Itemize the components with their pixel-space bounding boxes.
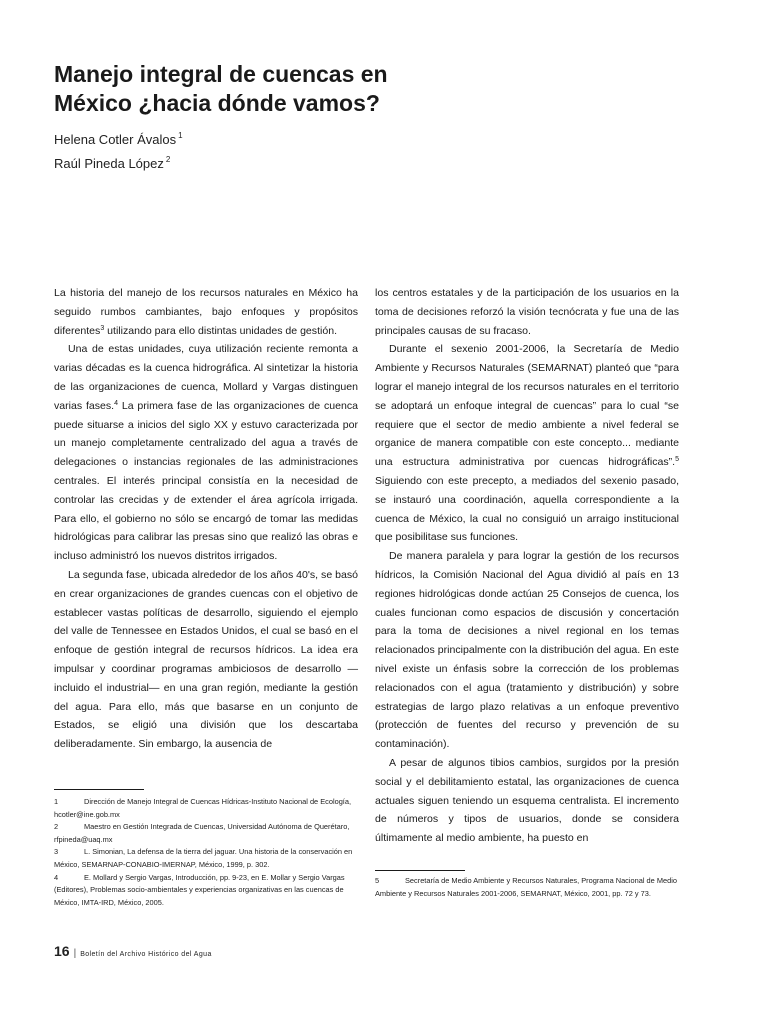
footnote xyxy=(54,796,358,821)
footnote-text: Maestro en Gestión Integrada de Cuencas, Universidad Autónoma de Querétaro, rfpineda@uaq.mx xyxy=(54,822,350,844)
footnote-text: L. Simonian, La defensa de la tierra del jaguar. Una historia de la conservación en México, SEMARNAP-CONABIO-IMERNAP, México, 1999, p. 302. xyxy=(54,847,353,869)
title-line-2: México ¿hacia dónde vamos? xyxy=(54,90,380,116)
footnote-ref: 3 xyxy=(100,324,105,332)
paragraph xyxy=(375,340,679,547)
footnotes-left xyxy=(54,796,358,909)
paragraph xyxy=(54,284,358,340)
page-footer xyxy=(54,943,212,963)
author-note: 2 xyxy=(165,155,171,164)
author-1 xyxy=(54,128,183,148)
footnote xyxy=(54,872,358,910)
footnote xyxy=(375,875,679,900)
paragraph: A pesar de algunos tibios cambios, surgidos por la presión social y el debilitamiento estatal, las organizaciones de cuenca actuales siguen teniendo un esquema centralista. El incremento de números y tipos de usuarios, donde se considera últimamente al medio ambiente, ha puesto en xyxy=(375,756,679,845)
paragraph-text: Una de estas unidades, cuya utilización reciente remonta a varias décadas es la cuenca hidrográfica. Al sintetizar la historia de las organizaciones de cuenca, Mollard y Vargas distinguen varias fases. xyxy=(54,343,358,412)
paragraph: los centros estatales y de la participación de los usuarios en la toma de decisiones reforzó la visión tecnócrata y fue una de las principales causas de su fracaso. xyxy=(375,287,679,337)
journal-name: Boletín del Archivo Histórico del Agua xyxy=(80,951,212,958)
left-column xyxy=(54,284,358,754)
footnote-number: 3 xyxy=(54,847,59,857)
footnote-number: 1 xyxy=(54,797,59,806)
paragraph xyxy=(54,340,358,566)
footnote-number: 4 xyxy=(54,872,59,882)
footnote-number: 5 xyxy=(375,876,380,885)
footnote-text: E. Mollard y Sergio Vargas, Introducción, pp. 9-23, en E. Mollar y Sergio Vargas (Editores), Problemas socio-ambientales y experiencias organizativas en las cuencas de México, IMTA-IRD, México, 2005. xyxy=(54,872,345,907)
author-name: Helena Cotler Ávalos xyxy=(54,132,177,147)
footnote-ref: 4 xyxy=(114,399,119,407)
footnote-text: Dirección de Manejo Integral de Cuencas Hídricas-Instituto Nacional de Ecología, hcotler@ine.gob.mx xyxy=(54,797,352,819)
article-title xyxy=(54,60,454,118)
footnote-ref: 5 xyxy=(675,456,679,464)
author-name: Raúl Pineda López xyxy=(54,156,164,171)
paragraph-text: Siguiendo con este precepto, a mediados del sexenio pasado, se instauró una coordinación, aquella correspondiente a la cuenca de México, la cual no consiguió un arraigo institucional que posibilitase sus funciones. xyxy=(375,474,679,544)
footer-separator: | xyxy=(73,948,77,959)
author-note: 1 xyxy=(178,131,183,140)
right-column xyxy=(375,284,679,848)
footnote xyxy=(54,846,358,871)
paragraph-text: La primera fase de las organizaciones de cuenca puede situarse a inicios del siglo XX y estuvo caracterizada por un manejo completamente centralizado del agua a través de delegaciones o instancias regionales de las administraciones centrales. El interés principal consistía en la necesidad de controlar las crecidas y de extender el área agrícola irrigada. Para ello, el gobierno no sólo se encargó de tomar las medidas hidrológicas para calibrar las presas sino que realizó las obras e incluso administró los nuevos distritos irrigados. xyxy=(54,399,358,563)
paragraph: La segunda fase, ubicada alrededor de los años 40's, se basó en crear organizaciones de grandes cuencas con el objetivo de establecer vastas políticas de desarrollo, siguiendo el ejemplo del valle de Tennessee en Estados Unidos, el cual se basó en el enfoque de gestión integral de recursos hídricos. La idea era impulsar y coordinar programas ambiciosos de desarrollo —incluido el industrial— en una gran región, mediante la gestión del agua. Para ello, más que basarse en un conjunto de Estados, se eligió una división que los descartaba deliberadamente. Sin embargo, la ausencia de xyxy=(54,568,358,751)
paragraph-text: La historia del manejo de los recursos naturales en México ha seguido rumbos cambiantes, bajo enfoques y propósitos diferentes xyxy=(54,287,358,337)
footnotes-right xyxy=(375,875,679,900)
footnote xyxy=(54,821,358,846)
author-2 xyxy=(54,152,170,172)
footnote-rule xyxy=(375,870,465,871)
paragraph-text: Durante el sexenio 2001-2006, la Secretaría de Medio Ambiente y Recursos Naturales (SEMARNAT) planteó que “para lograr el manejo integral de los recursos naturales en el territorio se adoptará un enfoque integral de cuencas” para lo cual “se requiere que el sector de medio ambiente a nivel federal se organice de manera compatible con este concepto... mediante una estructura administrativa por cuencas hidrográficas”. xyxy=(375,343,679,469)
footnote-rule xyxy=(54,789,144,790)
title-line-1: Manejo integral de cuencas en xyxy=(54,61,388,87)
footnote-text: Secretaría de Medio Ambiente y Recursos Naturales, Programa Nacional de Medio Ambiente y Recursos Naturales 2001-2006, SEMARNAT, México, 2001, pp. 72 y 73. xyxy=(375,876,677,898)
paragraph-text: utilizando para ello distintas unidades de gestión. xyxy=(104,324,338,337)
page-number: 16 xyxy=(54,943,70,959)
footnote-number: 2 xyxy=(54,822,59,832)
paragraph: De manera paralela y para lograr la gestión de los recursos hídricos, la Comisión Nacional del Agua dividió al país en 13 regiones hidrológicas donde actúan 25 Consejos de cuenca, los cuales funcionan como espacios de discusión y concertación para la toma de decisiones a nivel regional en los temas relacionados principalmente con la distribución del agua. En este nivel existe un énfasis sobre la corrección de los problemas relacionados con el agua (tratamiento y distribución) y sobre estrategias de largo plazo relativas a un enfoque preventivo (protección de fuentes del recurso y prevención de su contaminación). xyxy=(375,550,679,751)
